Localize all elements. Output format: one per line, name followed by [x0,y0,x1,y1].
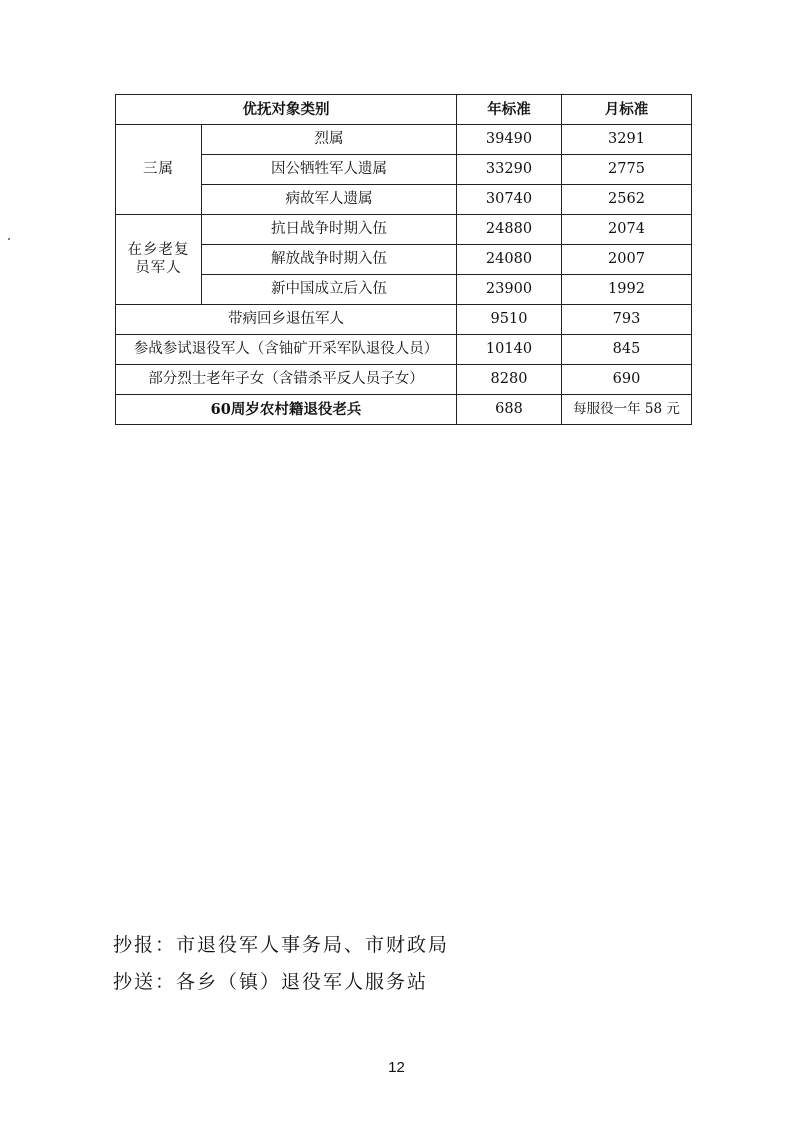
header-monthly: 月标准 [562,95,692,125]
table-row [116,365,692,395]
row-annual: 30740 [457,185,562,215]
header-category: 优抚对象类别 [116,95,457,125]
row-annual: 9510 [457,305,562,335]
table-row [116,395,692,425]
row-monthly: 2775 [562,155,692,185]
row-name: 解放战争时期入伍 [202,245,457,275]
row-annual: 688 [457,395,562,425]
table-row [116,155,692,185]
scan-speck [8,238,10,240]
row-monthly: 2562 [562,185,692,215]
row-name: 病故军人遗属 [202,185,457,215]
row-monthly: 845 [562,335,692,365]
page-number: 12 [388,1059,405,1076]
table-header-row [116,95,692,125]
row-monthly: 793 [562,305,692,335]
cc-report-line [113,930,449,957]
table-row [116,125,692,155]
table-row [116,275,692,305]
row-name: 抗日战争时期入伍 [202,215,457,245]
table-row [116,215,692,245]
row-name: 新中国成立后入伍 [202,275,457,305]
row-monthly: 1992 [562,275,692,305]
row-annual: 23900 [457,275,562,305]
row-name: 带病回乡退伍军人 [116,305,457,335]
row-annual: 10140 [457,335,562,365]
group-label-sanshu: 三属 [116,125,202,215]
group-label-line1: 在乡老复 [127,242,190,259]
table-row [116,335,692,365]
row-annual: 24880 [457,215,562,245]
row-name: 因公牺牲军人遗属 [202,155,457,185]
header-annual: 年标准 [457,95,562,125]
row-name: 部分烈士老年子女（含错杀平反人员子女） [116,365,457,395]
benefit-standard-table [115,94,692,425]
group-label-veterans [116,215,202,305]
row-monthly: 2007 [562,245,692,275]
cc-send-label: 抄送： [113,971,177,993]
table-row [116,305,692,335]
table-row [116,245,692,275]
row-annual: 33290 [457,155,562,185]
row-annual: 24080 [457,245,562,275]
row-annual: 39490 [457,125,562,155]
row-name: 60周岁农村籍退役老兵 [116,395,457,425]
row-monthly: 690 [562,365,692,395]
cc-report-label: 抄报： [113,934,177,956]
row-annual: 8280 [457,365,562,395]
cc-report-recipients: 市退役军人事务局、市财政局 [176,934,450,956]
group-label-line2: 员军人 [135,259,182,276]
row-monthly: 3291 [562,125,692,155]
table-row [116,185,692,215]
row-name: 参战参试退役军人（含铀矿开采军队退役人员） [116,335,457,365]
row-monthly: 每服役一年 58 元 [562,395,692,425]
row-name: 烈属 [202,125,457,155]
row-monthly: 2074 [562,215,692,245]
cc-send-recipients: 各乡（镇）退役军人服务站 [176,971,429,993]
cc-send-line [113,967,428,994]
